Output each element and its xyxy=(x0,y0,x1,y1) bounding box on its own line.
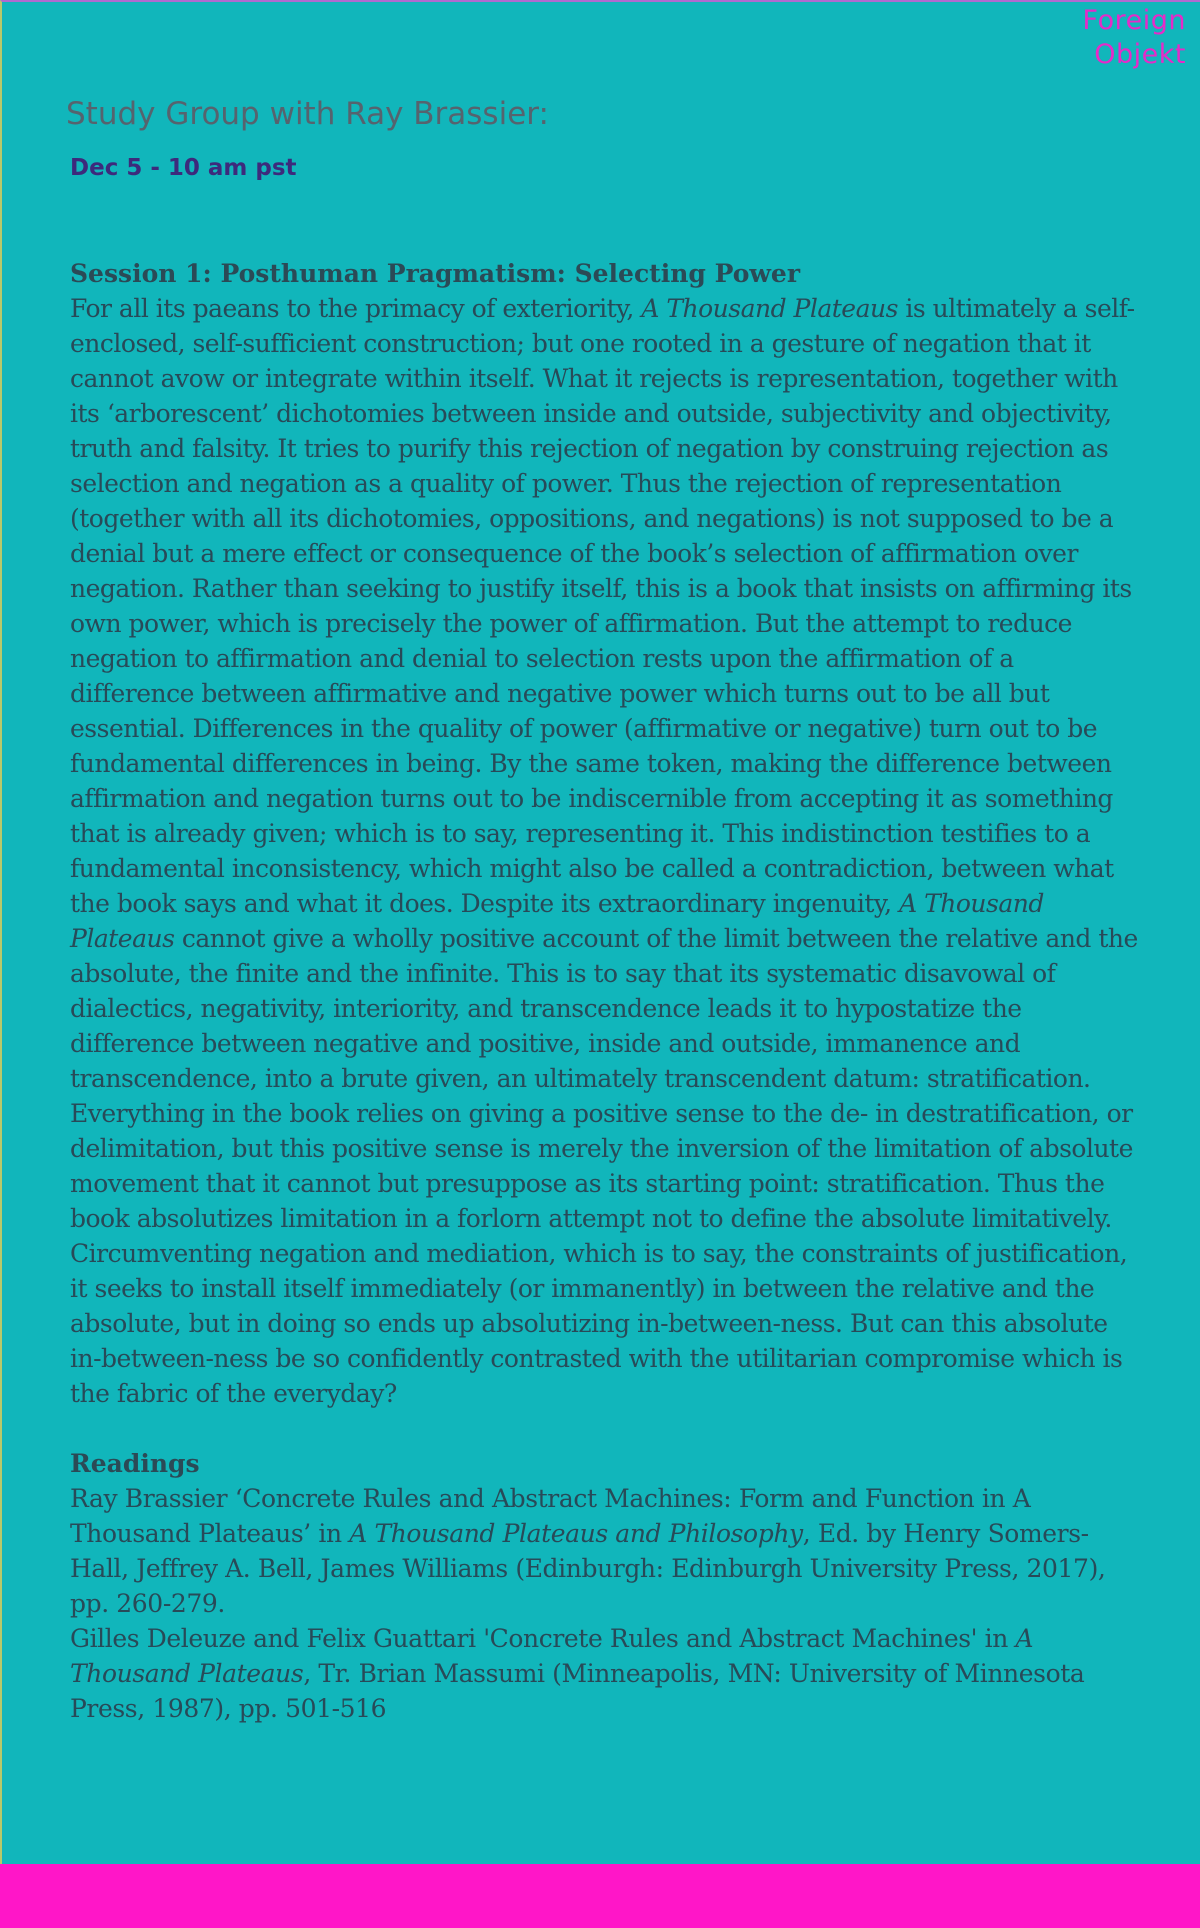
reading-2-title: A Thousand Plateaus xyxy=(70,1624,1034,1688)
reading-item-2 xyxy=(70,1621,1140,1726)
book-title-italic: A Thousand Plateaus xyxy=(70,889,1044,953)
brand-line-2: Objekt xyxy=(1094,39,1186,70)
session-text-part-2: is ultimately a self-enclosed, self-sufficient construction; but one rooted in a gesture of negation that it cannot avow or integrate within itself. What it rejects is representation, together with its ‘arborescent’ dichotomies between inside and outside, subjectivity and objectivity, truth and falsity. It tries to purify this rejection of negation by construing rejection as selection and negation as a quality of power. Thus the rejection of representation (together with all its dichotomies, oppositions, and negations) is not supposed to be a denial but a mere effect or consequence of the book’s selection of affirmation over negation. Rather than seeking to justify itself, this is a book that insists on affirming its own power, which is precisely the power of affirmation. But the attempt to reduce negation to affirmation and denial to selection rests upon the affirmation of a difference between affirmative and negative power which turns out to be all but essential. Differences in the quality of power (affirmative or negative) turn out to be fundamental differences in being. By the same token, making the difference between affirmation and negation turns out to be indiscernible from accepting it as something that is already given; which is to say, representing it. This indistinction testifies to a fundamental inconsistency, which might also be called a contradiction, between what the book says and what it does. Despite its extraordinary ingenuity, xyxy=(70,294,1135,918)
reading-1-part-a: Ray Brassier ‘Concrete Rules and Abstract Machines: Form and Function in A Thousand Plateaus’ in xyxy=(70,1484,1031,1548)
book-title-italic: A Thousand Plateaus xyxy=(641,294,898,323)
reading-item-1 xyxy=(70,1481,1140,1621)
reading-2-part-b: , Tr. Brian Massumi (Minneapolis, MN: University of Minnesota Press, 1987), pp. 501-516 xyxy=(70,1659,1085,1723)
readings-heading: Readings xyxy=(70,1449,200,1478)
session-title: Session 1: Posthuman Pragmatism: Selecting Power xyxy=(70,259,800,288)
page-title: Study Group with Ray Brassier: xyxy=(66,96,549,132)
session-description xyxy=(70,291,1140,1411)
session-text-part-1: For all its paeans to the primacy of exteriority, xyxy=(70,294,642,323)
session-content xyxy=(70,256,1140,1726)
session-text-part-3: cannot give a wholly positive account of the limit between the relative and the absolute, the finite and the infinite. This is to say that its systematic disavowal of dialectics, negativity, interiority, and transcendence leads it to hypostatize the difference between negative and positive, inside and outside, immanence and transcendence, into a brute given, an ultimately transcendent datum: stratification. Everything in the book relies on giving a positive sense to the de- in destratification, or delimitation, but this positive sense is merely the inversion of the limitation of absolute movement that it cannot but presuppose as its starting point: stratification. Thus the book absolutizes limitation in a forlorn attempt not to define the absolute limitatively. Circumventing negation and mediation, which is to say, the constraints of justification, it seeks to install itself immediately (or immanently) in between the relative and the absolute, but in doing so ends up absolutizing in-between-ness. But can this absolute in-between-ness be so confidently contrasted with the utilitarian compromise which is the fabric of the everyday? xyxy=(70,924,1138,1408)
brand-line-1: Foreign xyxy=(1082,5,1186,36)
footer-bar xyxy=(0,1864,1200,1928)
reading-2-part-a: Gilles Deleuze and Felix Guattari 'Concrete Rules and Abstract Machines' in xyxy=(70,1624,1016,1653)
reading-1-title: A Thousand Plateaus and Philosophy xyxy=(349,1519,803,1548)
event-date: Dec 5 - 10 am pst xyxy=(70,155,297,181)
reading-1-part-b: , Ed. by Henry Somers-Hall, Jeffrey A. Bell, James Williams (Edinburgh: Edinburgh University Press, 2017), pp. 260-279. xyxy=(70,1519,1106,1618)
brand-logo[interactable] xyxy=(1083,4,1186,72)
